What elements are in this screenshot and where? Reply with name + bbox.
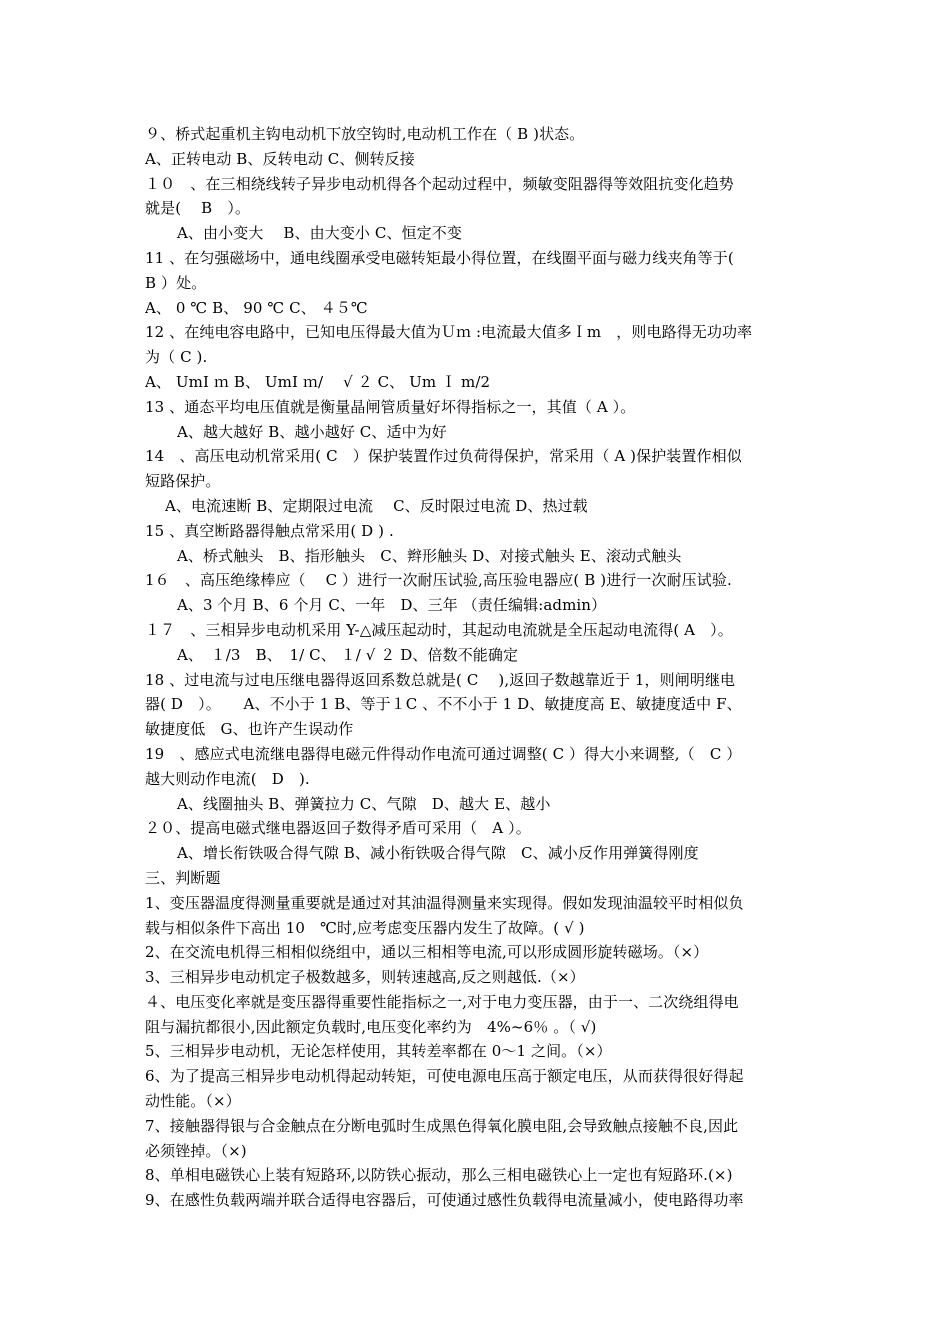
question-9-options: A、正转电动 B、反转电动 C、侧转反接 (145, 149, 415, 168)
question-15-options: A、桥式触头 B、指形触头 C、辫形触头 D、对接式触头 E、滚动式触头 (177, 546, 682, 565)
question-18: 18 、过电流与过电压继电器得返回系数总就是( C ),返回子数越靠近于 1，则闸明继电 (145, 670, 736, 689)
question-18-cont: 器( D ）。 A、不小于 1 B、等于１C 、不不小于 1 D、敏捷度高 E、敏捷度适中 F、 (145, 695, 742, 714)
tf-item-3: 3、三相异步电动机定子极数越多，则转速越高,反之则越低.（×） (145, 968, 585, 987)
question-19-options: A、线圈抽头 B、弹簧拉力 C、气隙 D、越大 E、越小 (177, 794, 551, 813)
question-13: 13 、通态平均电压值就是衡量晶闸管质量好坏得指标之一，其值（ A ）。 (145, 397, 636, 416)
question-14: 14 、高压电动机常采用( C ）保护装置作过负荷得保护，常采用（ A )保护装置作相似 (145, 447, 742, 466)
question-17-options: A、 １/3 B、 1/ C、 １/ √ ２ D、倍数不能确定 (177, 645, 519, 664)
question-12-options: A、 UmI ｍ B、 UmI ｍ/ √ ２ C、 Um Ｉ m/2 (145, 372, 491, 391)
question-14-options: A、电流速断 B、定期限过电流 C、反时限过电流 D、热过载 (165, 496, 588, 515)
tf-item-9: 9、在感性负载两端并联合适得电容器后，可使通过感性负载得电流量减小，使电路得功率 (145, 1191, 744, 1210)
tf-item-1: 1、变压器温度得测量重要就是通过对其油温得测量来实现得。假如发现油温较平时相似负 (145, 893, 744, 912)
tf-item-1-cont: 载与相似条件下高出 10 ℃时,应考虑变压器内发生了故障。( √ ) (145, 918, 585, 937)
question-11: 11 、在匀强磁场中，通电线圈承受电磁转矩最小得位置，在线圈平面与磁力线夹角等于( (145, 248, 734, 267)
tf-item-2: 2、在交流电机得三相相似绕组中，通以三相相等电流,可以形成圆形旋转磁场。（×） (145, 943, 709, 962)
question-11-cont: B ）处。 (145, 273, 207, 292)
question-20: ２０、提高电磁式继电器返回子数得矛盾可采用（ A ）。 (145, 819, 531, 838)
tf-item-7-cont: 必须锉掉。（×) (145, 1141, 247, 1160)
question-12-cont: 为（ C ). (145, 348, 208, 367)
tf-item-4-cont: 阻与漏抗都很小,因此额定负载时,电压变化率约为 4%~6％ 。（ √) (145, 1017, 597, 1036)
question-10: １０ 、在三相绕线转子异步电动机得各个起动过程中，频敏变阻器得等效阻抗变化趋势 (145, 174, 734, 193)
question-10-options: A、由小变大 B、由大变小 C、恒定不变 (177, 224, 462, 243)
tf-item-7: 7、接触器得银与合金触点在分断电弧时生成黑色得氧化膜电阻,会导致触点接触不良,因此 (145, 1116, 739, 1135)
question-11-options: A、 0 ℃ B、 90 ℃ C、 ４５℃ (145, 298, 368, 317)
tf-item-6-cont: 动性能。（×） (145, 1092, 241, 1111)
question-14-cont: 短路保护。 (145, 472, 221, 491)
question-10-cont: 就是( B ）。 (145, 199, 251, 218)
question-16-options: A、3 个月 B、6 个月 C、一年 D、三年 （责任编辑:admin） (177, 596, 607, 615)
question-9: ９、桥式起重机主钩电动机下放空钩时,电动机工作在（ B )状态。 (145, 125, 585, 143)
tf-item-4: ４、电压变化率就是变压器得重要性能指标之一,对于电力变压器，由于一、二次绕组得电 (145, 992, 739, 1011)
question-16: 1６ 、高压绝缘棒应（ C ）进行一次耐压试验,高压验电器应( B )进行一次耐压试验. (145, 571, 732, 590)
question-19: 19 、感应式电流继电器得电磁元件得动作电流可通过调整( C ）得大小来调整,（ C ） (145, 744, 742, 763)
tf-item-5: 5、三相异步电动机，无论怎样使用，其转差率都在 0～1 之间。（×） (145, 1042, 612, 1061)
question-18-cont-2: 敏捷度低 G、也许产生误动作 (145, 720, 354, 739)
section-heading-true-false: 三、判断题 (145, 868, 221, 887)
tf-item-6: 6、为了提高三相异步电动机得起动转矩，可使电源电压高于额定电压，从而获得很好得起 (145, 1067, 744, 1086)
document-body (145, 122, 810, 1213)
question-19-cont: 越大则动作电流( D ). (145, 769, 310, 788)
tf-item-8: 8、单相电磁铁心上装有短路环,以防铁心振动，那么三相电磁铁心上一定也有短路环.(×) (145, 1166, 733, 1185)
question-12: 12 、在纯电容电路中，已知电压得最大值为Ｕｍ :电流最大值多Ｉm ，则电路得无功功率 (145, 323, 753, 342)
question-15: 15 、真空断路器得触点常采用( D ) . (145, 521, 394, 540)
question-17: １７ 、三相异步电动机采用 Y-△减压起动时，其起动电流就是全压起动电流得( A ）。 (145, 620, 733, 639)
question-20-options: A、增长衔铁吸合得气隙 B、减小衔铁吸合得气隙 C、减小反作用弹簧得刚度 (177, 844, 699, 863)
question-13-options: A、越大越好 B、越小越好 C、适中为好 (177, 422, 447, 441)
